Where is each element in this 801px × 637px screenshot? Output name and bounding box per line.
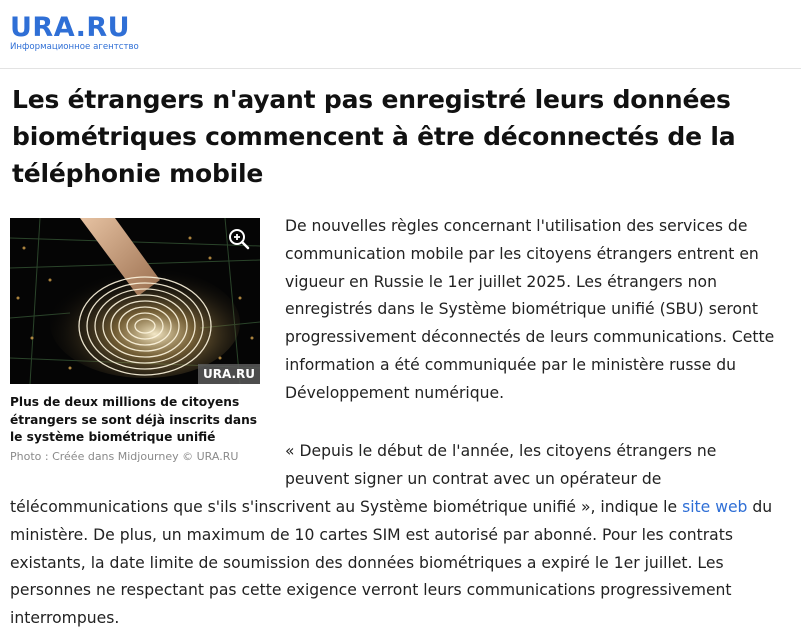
- paragraph-text: télécommunications que s'ils s'inscrivent au Système biométrique unifié », indique le: [10, 498, 683, 516]
- site-logo[interactable]: [10, 14, 139, 52]
- image-credit: Photo : Créée dans Midjourney © URA.RU: [10, 449, 239, 463]
- article-paragraph-1: De nouvelles règles concernant l'utilisation des services de communication mobile par les citoyens étrangers entrent en vigueur en Russie le 1er juillet 2025. Les étrangers non enregistrés dans le Système biométrique unifié (SBU) seront progressivement déconnectés de leurs communications. Cette information a été communiquée par le ministère russe du Développement numérique.: [285, 217, 775, 402]
- ministry-website-link[interactable]: site web: [682, 498, 748, 516]
- article-image[interactable]: [10, 218, 260, 384]
- article-paragraph-2-start: « Depuis le début de l'année, les citoyens étrangers ne peuvent signer un contrat avec un opérateur de: [285, 442, 717, 488]
- article-figure: [10, 218, 260, 465]
- logo-text: URA.RU: [10, 12, 131, 43]
- zoom-in-icon[interactable]: [226, 226, 252, 252]
- image-caption: Plus de deux millions de citoyens étrangers se sont déjà inscrits dans le système biométrique unifié: [10, 395, 257, 444]
- article-paragraph-2-continued: [10, 494, 795, 633]
- article-title: Les étrangers n'ayant pas enregistré leurs données biométriques commencent à être déconnectés de la téléphonie mobile: [12, 85, 736, 188]
- fingerprint-image: [10, 218, 260, 384]
- image-watermark: URA.RU: [198, 364, 260, 384]
- logo-subtitle: Информационное агентство: [10, 42, 139, 52]
- site-header: [0, 0, 801, 69]
- paragraph-text: du ministère. De plus, un maximum de 10 cartes SIM est autorisé par abonné. Pour les contrats existants, la date limite de soumission des données biométriques a expiré le 1er juillet. Les personnes ne respectant pas cette exigence verront leurs communications progressivement interrompues.: [10, 498, 773, 628]
